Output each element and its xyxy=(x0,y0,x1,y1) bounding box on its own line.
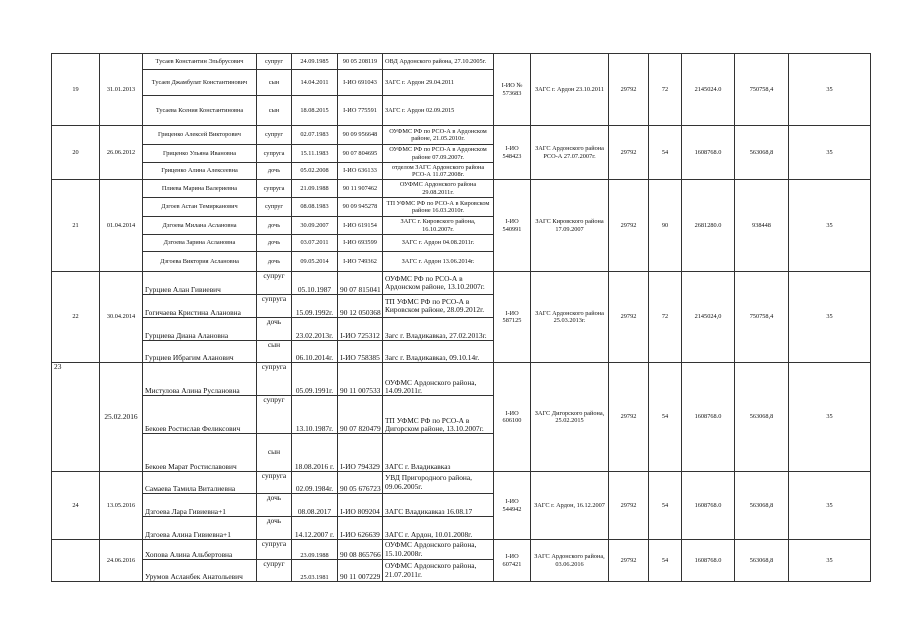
marriage-cert: I-ИО 540991 xyxy=(494,180,531,272)
member-issued: Загс г. Владикавказ, 27.02.2013г. xyxy=(383,318,494,341)
member-name: Дзгоева Зарина Аслановна xyxy=(143,235,257,252)
member-name: Гогичаева Кристина Алановна xyxy=(143,295,257,318)
member-dob: 13.10.1987г. xyxy=(292,396,338,434)
member-dob: 18.08.2016 г. xyxy=(292,434,338,472)
row-number: 22 xyxy=(52,272,100,363)
row-number: 24 xyxy=(52,472,100,540)
member-name: Самаева Тамила Виталиевна xyxy=(143,472,257,494)
marriage-cert: I-ИО 606100 xyxy=(494,363,531,472)
area: 54 xyxy=(649,540,682,582)
table-row xyxy=(52,472,871,494)
member-doc: 90 11 907462 xyxy=(338,180,383,198)
marriage-cert: I-ИО 587125 xyxy=(494,272,531,363)
member-relation: супруг xyxy=(257,54,292,70)
member-doc: I-ИО 619154 xyxy=(338,217,383,235)
percent: 35 xyxy=(789,180,871,272)
member-dob: 08.08.2017 xyxy=(292,494,338,517)
member-issued: ТП УФМС РФ по РСО-А в Кировском районе 16.03.2010г. xyxy=(383,198,494,217)
total-cost: 1608768.0 xyxy=(682,363,735,472)
zags-info: ЗАГС Ардонского района 25.03.2013г. xyxy=(531,272,609,363)
member-name: Хопова Алина Альбертовна xyxy=(143,540,257,560)
member-relation: дочь xyxy=(257,217,292,235)
percent: 35 xyxy=(789,272,871,363)
subsidy: 563068,8 xyxy=(735,540,789,582)
member-dob: 09.05.2014 xyxy=(292,252,338,272)
price-per-m2: 29792 xyxy=(609,540,649,582)
registration-date: 01.04.2014 xyxy=(100,180,143,272)
zags-info: ЗАГС г. Ардон, 16.12.2007 xyxy=(531,472,609,540)
member-issued: ТП УФМС РФ по РСО-А в Дигорском районе, 13.10.2007г. xyxy=(383,396,494,434)
member-dob: 08.08.1983 xyxy=(292,198,338,217)
member-doc: I-ИО 626639 xyxy=(338,517,383,540)
member-dob: 02.09.1984г. xyxy=(292,472,338,494)
member-issued: ОУФМС Ардонского района, 15.10.2008г. xyxy=(383,540,494,560)
percent: 35 xyxy=(789,126,871,180)
registration-date: 24.06.2016 xyxy=(100,540,143,582)
member-issued: ОУФМС РФ по РСО-А в Ардонском районе 07.09.2007г. xyxy=(383,145,494,163)
subsidy: 563068,8 xyxy=(735,126,789,180)
subsidy: 563068,8 xyxy=(735,363,789,472)
member-name: Мистулова Алина Руслановна xyxy=(143,363,257,396)
member-dob: 14.12.2007 г. xyxy=(292,517,338,540)
table-row xyxy=(52,180,871,198)
member-name: Бекоев Ростислав Феликсович xyxy=(143,396,257,434)
member-relation: супруг xyxy=(257,560,292,582)
total-cost: 2145024.0 xyxy=(682,54,735,126)
zags-info: ЗАГС Ардонского района, 03.06.2016 xyxy=(531,540,609,582)
member-relation: сын xyxy=(257,341,292,363)
member-dob: 02.07.1983 xyxy=(292,126,338,145)
member-doc: 90 07 804695 xyxy=(338,145,383,163)
subsidy: 750758,4 xyxy=(735,54,789,126)
table-row xyxy=(52,272,871,295)
total-cost: 2681280.0 xyxy=(682,180,735,272)
marriage-cert: I-ИО № 573683 xyxy=(494,54,531,126)
member-name: Урумов Асланбек Анатольевич xyxy=(143,560,257,582)
member-issued: ОУФМС Ардонского района 29.08.2011г. xyxy=(383,180,494,198)
price-per-m2: 29792 xyxy=(609,472,649,540)
member-issued: ЗАГС г. Кировского района, 16.10.2007г. xyxy=(383,217,494,235)
member-dob: 06.10.2014г. xyxy=(292,341,338,363)
member-doc: 90 09 956648 xyxy=(338,126,383,145)
price-per-m2: 29792 xyxy=(609,54,649,126)
member-doc: 90 05 676723 xyxy=(338,472,383,494)
total-cost: 2145024,0 xyxy=(682,272,735,363)
marriage-cert: I-ИО 548423 xyxy=(494,126,531,180)
member-doc: 90 11 007533 xyxy=(338,363,383,396)
zags-info: ЗАГС Кировского района 17.09.2007 xyxy=(531,180,609,272)
price-per-m2: 29792 xyxy=(609,126,649,180)
member-dob: 18.08.2015 xyxy=(292,96,338,126)
member-issued: ЗАГС г. Ардон 02.09.2015 xyxy=(383,96,494,126)
member-name: Бекоев Марат Ростиславович xyxy=(143,434,257,472)
member-dob: 15.11.1983 xyxy=(292,145,338,163)
area: 72 xyxy=(649,272,682,363)
member-relation: супруга xyxy=(257,472,292,494)
member-dob: 14.04.2011 xyxy=(292,70,338,96)
registration-date: 25.02.2016 xyxy=(100,363,143,472)
member-issued: ЗАГС г. Ардон, 10.01.2008г. xyxy=(383,517,494,540)
row-number: 19 xyxy=(52,54,100,126)
member-relation: супруга xyxy=(257,295,292,318)
member-issued: ЗАГС г. Владикавказ xyxy=(383,434,494,472)
member-doc: I-ИО 725312 xyxy=(338,318,383,341)
member-relation: сын xyxy=(257,434,292,472)
percent: 35 xyxy=(789,54,871,126)
member-relation: дочь xyxy=(257,318,292,341)
member-relation: супруга xyxy=(257,540,292,560)
member-relation: супруга xyxy=(257,363,292,396)
member-dob: 03.07.2011 xyxy=(292,235,338,252)
percent: 35 xyxy=(789,540,871,582)
registration-date: 30.04.2014 xyxy=(100,272,143,363)
registry-table xyxy=(51,53,871,582)
percent: 35 xyxy=(789,472,871,540)
registration-date: 31.01.2013 xyxy=(100,54,143,126)
percent: 35 xyxy=(789,363,871,472)
member-doc: I-ИО 693599 xyxy=(338,235,383,252)
row-number: 23 xyxy=(52,363,100,472)
member-issued: ОУФМС Ардонского района, 21.07.2011г. xyxy=(383,560,494,582)
member-issued: Загс г. Владикавказ, 09.10.14г. xyxy=(383,341,494,363)
member-doc: 90 05 208119 xyxy=(338,54,383,70)
total-cost: 1608768.0 xyxy=(682,472,735,540)
member-dob: 24.09.1985 xyxy=(292,54,338,70)
member-name: Плиева Марина Валериевна xyxy=(143,180,257,198)
member-doc: 90 09 945278 xyxy=(338,198,383,217)
member-name: Тусаева Ксения Константиновна xyxy=(143,96,257,126)
table-row xyxy=(52,126,871,145)
total-cost: 1608768.0 xyxy=(682,540,735,582)
zags-info: ЗАГС г. Ардон 23.10.2011 xyxy=(531,54,609,126)
member-name: Дзгоева Лара Гивиевна+1 xyxy=(143,494,257,517)
zags-info: ЗАГС Ардонского района РСО-А 27.07.2007г. xyxy=(531,126,609,180)
member-name: Гурциев Ибрагим Аланович xyxy=(143,341,257,363)
member-issued: ЗАГС г. Ардон 29.04.2011 xyxy=(383,70,494,96)
row-number: 20 xyxy=(52,126,100,180)
member-doc: I-ИО 636133 xyxy=(338,163,383,180)
subsidy: 563068,8 xyxy=(735,472,789,540)
registration-date: 13.05.2016 xyxy=(100,472,143,540)
member-doc: I-ИО 794329 xyxy=(338,434,383,472)
member-relation: супруг xyxy=(257,126,292,145)
member-name: Гурциев Алан Гивиевич xyxy=(143,272,257,295)
member-dob: 23.09.1988 xyxy=(292,540,338,560)
member-relation: супруг xyxy=(257,198,292,217)
member-issued: ОУФМС Ардонского района, 14.09.2011г. xyxy=(383,363,494,396)
price-per-m2: 29792 xyxy=(609,363,649,472)
member-name: Дзгоев Астан Темирканович xyxy=(143,198,257,217)
member-doc: I-ИО 691043 xyxy=(338,70,383,96)
area: 54 xyxy=(649,126,682,180)
total-cost: 1608768.0 xyxy=(682,126,735,180)
member-name: Гриценко Алексей Викторович xyxy=(143,126,257,145)
member-relation: супруга xyxy=(257,145,292,163)
zags-info: ЗАГС Дигорского района, 25.02.2015 xyxy=(531,363,609,472)
price-per-m2: 29792 xyxy=(609,180,649,272)
member-doc: 90 07 820479 xyxy=(338,396,383,434)
member-name: Тусаев Джамбулат Константинович xyxy=(143,70,257,96)
member-relation: сын xyxy=(257,96,292,126)
member-relation: дочь xyxy=(257,494,292,517)
member-relation: дочь xyxy=(257,517,292,540)
member-relation: супруг xyxy=(257,272,292,295)
member-issued: ЗАГС г. Ардон 04.08.2011г. xyxy=(383,235,494,252)
member-name: Гриценко Ульяна Ивановна xyxy=(143,145,257,163)
member-issued: ОУФМС РФ по РСО-А в Ардонском районе, 13.10.2007г. xyxy=(383,272,494,295)
area: 72 xyxy=(649,54,682,126)
member-doc: I-ИО 758385 xyxy=(338,341,383,363)
member-relation: супруга xyxy=(257,180,292,198)
member-dob: 25.03.1981 xyxy=(292,560,338,582)
area: 90 xyxy=(649,180,682,272)
member-doc: 90 11 007229 xyxy=(338,560,383,582)
marriage-cert: I-ИО 607421 xyxy=(494,540,531,582)
table-row xyxy=(52,363,871,396)
table-row xyxy=(52,540,871,560)
member-name: Дзгоева Милана Аслановна xyxy=(143,217,257,235)
registration-date: 26.06.2012 xyxy=(100,126,143,180)
member-dob: 05.10.1987 xyxy=(292,272,338,295)
member-name: Тусаев Константин Эльбрусович xyxy=(143,54,257,70)
member-dob: 23.02.2013г. xyxy=(292,318,338,341)
member-doc: 90 07 815041 xyxy=(338,272,383,295)
member-dob: 05.09.1991г. xyxy=(292,363,338,396)
member-issued: ОВД Ардонского района, 27.10.2005г. xyxy=(383,54,494,70)
member-doc: I-ИО 749362 xyxy=(338,252,383,272)
member-doc: 90 08 865766 xyxy=(338,540,383,560)
member-relation: дочь xyxy=(257,235,292,252)
member-relation: сын xyxy=(257,70,292,96)
member-doc: I-ИО 775591 xyxy=(338,96,383,126)
row-number: 21 xyxy=(52,180,100,272)
member-issued: ЗАГС Владикавказ 16.08.17 xyxy=(383,494,494,517)
member-dob: 21.09.1988 xyxy=(292,180,338,198)
member-name: Дзгоева Алина Гивиевна+1 xyxy=(143,517,257,540)
member-name: Дзгоева Виктория Аслановна xyxy=(143,252,257,272)
member-issued: ТП УФМС РФ по РСО-А в Кировском районе, 28.09.2012г. xyxy=(383,295,494,318)
member-relation: дочь xyxy=(257,163,292,180)
member-issued: отделом ЗАГС Ардонского района РСО-А 11.07.2008г. xyxy=(383,163,494,180)
price-per-m2: 29792 xyxy=(609,272,649,363)
member-relation: супруг xyxy=(257,396,292,434)
table-row xyxy=(52,54,871,70)
member-relation: дочь xyxy=(257,252,292,272)
member-dob: 30.09.2007 xyxy=(292,217,338,235)
member-doc: I-ИО 809204 xyxy=(338,494,383,517)
row-number xyxy=(52,540,100,582)
area: 54 xyxy=(649,472,682,540)
member-name: Гриценко Алина Алексеевна xyxy=(143,163,257,180)
member-dob: 15.09.1992г. xyxy=(292,295,338,318)
area: 54 xyxy=(649,363,682,472)
member-issued: ЗАГС г. Ардон 13.06.2014г. xyxy=(383,252,494,272)
member-doc: 90 12 050368 xyxy=(338,295,383,318)
member-dob: 05.02.2008 xyxy=(292,163,338,180)
member-issued: УВД Пригородного района, 09.06.2005г. xyxy=(383,472,494,494)
subsidy: 938448 xyxy=(735,180,789,272)
member-issued: ОУФМС РФ по РСО-А в Ардонском районе, 21.05.2010г. xyxy=(383,126,494,145)
marriage-cert: I-ИО 544942 xyxy=(494,472,531,540)
subsidy: 750758,4 xyxy=(735,272,789,363)
member-name: Гурциева Диана Алановна xyxy=(143,318,257,341)
